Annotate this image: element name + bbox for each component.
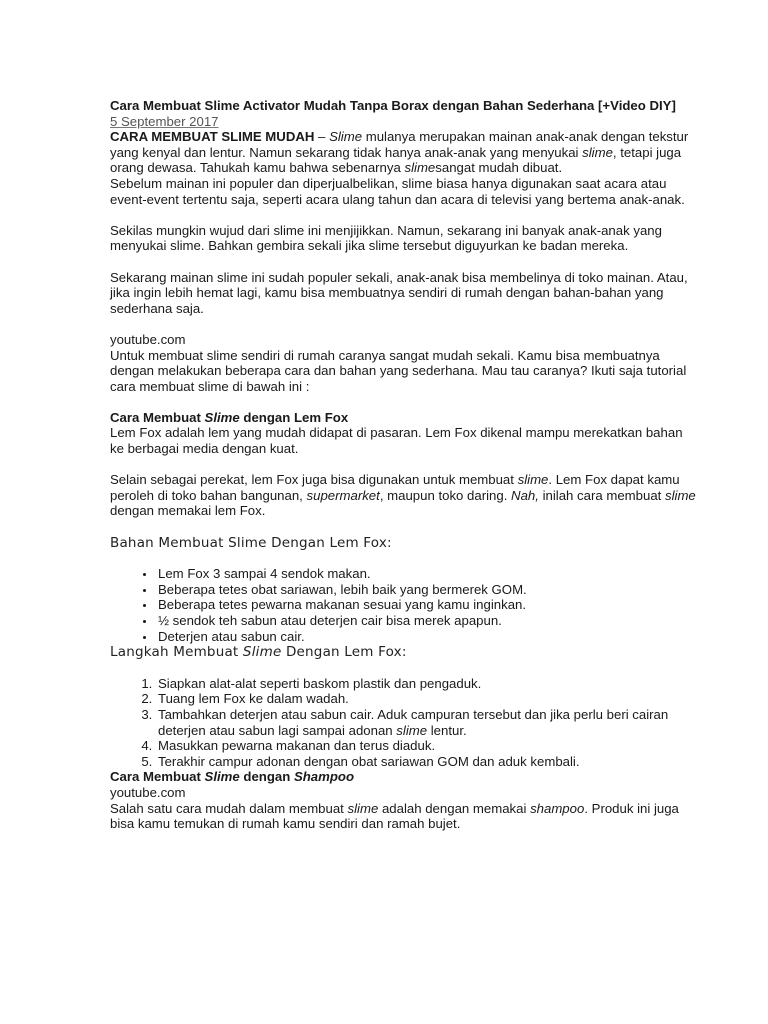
intro-lead: CARA MEMBUAT SLIME MUDAH [110, 129, 315, 145]
paragraph-popularity: Sekilas mungkin wujud dari slime ini menjijikkan. Namun, sekarang ini banyak anak-anak yang menyukai slime. Bahkan gembira sekali jika slime tersebut diguyurkan ke badan mereka. [110, 222, 662, 254]
article-title: Cara Membuat Slime Activator Mudah Tanpa Borax dengan Bahan Sederhana [+Video DIY] [110, 98, 676, 113]
paragraph-buy-or-make: Sekarang mainan slime ini sudah populer sekali, anak-anak bisa membelinya di toko mainan. Atau, jika ingin lebih hemat lagi, kamu bisa membuatnya sendiri di rumah dengan bahan-bahan yang sederhana saja. [110, 269, 688, 316]
publish-date-link[interactable]: 5 September 2017 [110, 113, 219, 129]
list-item: 3. Tambahkan deterjen atau sabun cair. Aduk campuran tersebut dan jika perlu beri cairan deterjen atau sabun lagi sampai adonan slime lentur. [156, 707, 700, 738]
steps-list [110, 676, 700, 770]
steps-heading: Langkah Membuat Slime Dengan Lem Fox: [110, 644, 407, 661]
list-item: 4. Masukkan pewarna makanan dan terus diaduk. [156, 738, 700, 754]
ingredients-heading: Bahan Membuat Slime Dengan Lem Fox: [110, 534, 392, 551]
section-heading-shampoo: Cara Membuat Slime dengan Shampoo [110, 769, 355, 785]
image-source-caption: youtube.com [110, 331, 186, 347]
paragraph-lem-fox-usage: Selain sebagai perekat, lem Fox juga bisa digunakan untuk membuat slime. Lem Fox dapat kamu peroleh di toko bahan bangunan, supermarket, maupun toko daring. Nah, inilah cara membuat slime dengan memakai lem Fox. [110, 472, 696, 519]
paragraph-history: Sebelum mainan ini populer dan diperjualbelikan, slime biasa hanya digunakan saat acara atau event-event tertentu saja, seperti acara ulang tahun dan acara di televisi yang bertema anak-anak. [110, 175, 685, 207]
list-item: • ½ sendok teh sabun atau deterjen cair bisa merek apapun. [156, 613, 700, 629]
article [110, 98, 700, 832]
list-item: • Beberapa tetes pewarna makanan sesuai yang kamu inginkan. [156, 597, 700, 613]
list-item: 1. Siapkan alat-alat seperti baskom plastik dan pengaduk. [156, 676, 700, 692]
image-source-caption: youtube.com [110, 784, 186, 800]
section-heading-lem-fox: Cara Membuat Slime dengan Lem Fox [110, 409, 349, 425]
list-item: • Beberapa tetes obat sariawan, lebih baik yang bermerek GOM. [156, 582, 700, 598]
intro-paragraph: CARA MEMBUAT SLIME MUDAH – Slime mulanya merupakan mainan anak-anak dengan tekstur yang kenyal dan lentur. Namun sekarang tidak hanya anak-anak yang menyukai slime, tetapi juga orang dewasa. Tahukah kamu bahwa sebenarnya slimesangat mudah dibuat. [110, 129, 689, 176]
paragraph-lem-fox: Lem Fox adalah lem yang mudah didapat di pasaran. Lem Fox dikenal mampu merekatkan bahan ke berbagai media dengan kuat. [110, 425, 683, 457]
paragraph-tutorial-intro: Untuk membuat slime sendiri di rumah caranya sangat mudah sekali. Kamu bisa membuatnya dengan melakukan beberapa cara dan bahan yang sederhana. Mau tau caranya? Ikuti saja tutorial cara membuat slime di bawah ini : [110, 347, 687, 394]
list-item: • Lem Fox 3 sampai 4 sendok makan. [156, 566, 700, 582]
list-item: • Deterjen atau sabun cair. [156, 629, 700, 645]
ingredients-list [110, 566, 700, 644]
list-item: 5. Terakhir campur adonan dengan obat sariawan GOM dan aduk kembali. [156, 754, 700, 770]
paragraph-shampoo: Salah satu cara mudah dalam membuat slime adalah dengan memakai shampoo. Produk ini juga bisa kamu temukan di rumah kamu sendiri dan ramah bujet. [110, 800, 679, 832]
list-item: 2. Tuang lem Fox ke dalam wadah. [156, 691, 700, 707]
